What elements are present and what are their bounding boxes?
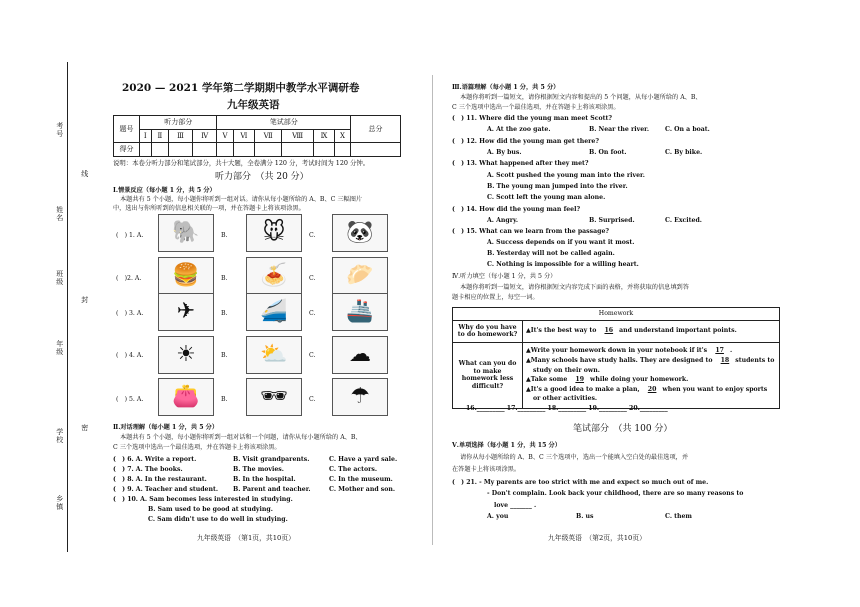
sec3-instr1: 本题你将听到一篇短文，请你根据短文内容和提出的 5 个问题，从每小题所给的 A、B、	[460, 94, 702, 101]
sec5-instr2: 在答题卡上将该项涂黑。	[452, 466, 521, 473]
q14: ( ) 14. How did the young man feel?	[452, 206, 581, 213]
q14-c: C. Excited.	[665, 217, 702, 224]
q13-b: B. The young man jumped into the river.	[487, 183, 628, 190]
sec1-instr2: 中，选出与你所听到的信息相关联的一项，并在答题卡上将该项涂黑。	[113, 205, 305, 212]
score-table-tihao: 题号	[114, 116, 140, 143]
exam-note: 说明：本卷分听力部分和笔试部分，共十大题，全卷满分 120 分，考试时间为 120 分钟。	[113, 159, 370, 167]
sec2-title: Ⅱ.对话理解（每小题 1 分，共 5 分）	[113, 424, 219, 431]
homework-a1: ▲It's the best way to 16 and understand important points.	[523, 320, 780, 342]
q13-a: A. Scott pushed the young man into the river.	[487, 172, 645, 179]
sec2-instr1: 本题共有 5 个小题，每小题你将听到一组对话和一个问题，请你从每小题所给的 A、B、	[120, 434, 362, 441]
q6-b: B. Visit grandparents.	[233, 456, 310, 463]
numeral-9: Ⅸ	[314, 130, 335, 143]
sec1-q5-num: ( ) 5. A.	[116, 396, 144, 403]
sec5-instr1: 请你从每小题所给的 A、B、C 三个选项中，选出一个能填入空白处的最佳选项，并	[460, 454, 689, 461]
numeral-5: Ⅴ	[217, 130, 233, 143]
q11: ( ) 11. Where did the young man meet Scott?	[452, 115, 613, 122]
q6-a: ( ) 6. A. Write a report.	[113, 456, 197, 463]
numeral-10: Ⅹ	[334, 130, 350, 143]
q5-sunglasses-picture: 🕶	[246, 378, 302, 416]
q15-b: B. Yesterday will not be called again.	[487, 250, 615, 257]
q9-b: B. Parent and teacher.	[233, 486, 311, 493]
sec2-instr2: C 三个选项中选出一个最佳选项，并在答题卡上将该项涂黑。	[113, 444, 281, 451]
answer-blanks: 16._________ 17._________ 18._________ 19._________ 20._________	[466, 405, 668, 412]
exam-title: 2020 — 2021 学年第二学期期中教学水平调研卷	[122, 82, 360, 94]
sec1-q3-b: B.	[221, 310, 228, 317]
score-table-total: 总分	[351, 116, 401, 143]
sec3-title: Ⅲ.语篇理解（每小题 1 分，共 5 分）	[452, 84, 560, 91]
margin-grade: 年级	[55, 340, 64, 356]
sec1-q3-num: ( ) 3. A.	[116, 310, 144, 317]
q2-hamburger-picture: 🍔	[158, 257, 214, 295]
sec1-q5-b: B.	[221, 396, 228, 403]
footer-left: 九年级英语 （第1页，共10页）	[197, 534, 295, 542]
margin-name: 姓名	[55, 206, 64, 222]
sec1-title: Ⅰ.情景反应（每小题 1 分，共 5 分）	[113, 187, 216, 194]
homework-q2: What can you do to make homework less difficult?	[453, 342, 523, 408]
q21-a: A. you	[487, 513, 509, 520]
margin-town: 乡镇	[55, 495, 64, 511]
sec1-q2-c: C.	[309, 275, 316, 282]
q21-c: C. them	[665, 513, 692, 520]
q5-umbrella-picture: ☂	[332, 378, 388, 416]
sec1-q1-c: C.	[309, 232, 316, 239]
q10-b: B. Sam used to be good at studying.	[148, 506, 273, 513]
numeral-3: Ⅲ	[169, 130, 193, 143]
q7-b: B. The movies.	[233, 466, 284, 473]
q13-c: C. Scott left the young man alone.	[487, 194, 606, 201]
sec4-instr2: 题卡相应的位置上，每空一词。	[452, 294, 539, 301]
q21-line2: - Don't complain. Look back your childhood, there are so many reasons to	[487, 490, 744, 497]
sec1-q1-b: B.	[221, 232, 228, 239]
q12-c: C. By bike.	[665, 149, 703, 156]
sec3-instr2: C 三个选项中选出一个最佳选项，并在答题卡上将该项涂黑。	[452, 104, 620, 111]
q11-b: B. Near the river.	[589, 126, 649, 133]
q12-a: A. By bus.	[487, 149, 522, 156]
homework-table-head: Homework	[453, 308, 780, 321]
q1-panda-picture: 🐼	[332, 214, 388, 252]
q21: ( ) 21. - My parents are too strict with me and expect so much out of me.	[452, 479, 709, 486]
margin-class: 班级	[55, 270, 64, 286]
sec1-q4-num: ( ) 4. A.	[116, 352, 144, 359]
numeral-7: Ⅶ	[255, 130, 282, 143]
sec1-q2-num: ( )2. A.	[116, 275, 142, 282]
sec1-instr1: 本题共有 5 个小题，每小题你将听到一组对话。请你从每小题所给的 A、B、C 三幅图片	[120, 196, 363, 203]
homework-table	[452, 307, 780, 409]
numeral-2: Ⅱ	[151, 130, 169, 143]
q12-b: B. On foot.	[589, 149, 627, 156]
sec1-q1-num: ( ) 1. A.	[116, 232, 144, 239]
footer-right: 九年级英语 （第2页，共10页）	[548, 534, 646, 542]
q3-plane-picture: ✈	[158, 293, 214, 331]
sec4-title: Ⅳ.听力填空（每小题 1 分，共 5 分）	[452, 273, 557, 280]
q10-a: ( ) 10. A. Sam becomes less interested in studying.	[113, 496, 293, 503]
score-table-listening: 听力部分	[140, 116, 217, 130]
margin-kaohao: 考号	[55, 122, 64, 138]
homework-q1: Why do you have to do homework?	[453, 320, 523, 342]
q15-c: C. Nothing is impossible for a willing heart.	[487, 261, 639, 268]
sec4-instr1: 本题你将听到一篇短文，请你根据短文内容完成下面的表格，并将获取的信息填到答	[460, 284, 689, 291]
q7-a: ( ) 7. A. The books.	[113, 466, 183, 473]
q15-a: A. Success depends on if you want it most.	[487, 239, 635, 246]
q21-b: B. us	[576, 513, 594, 520]
q1-elephant-picture: 🐘	[158, 214, 214, 252]
q8-c: C. In the museum.	[329, 476, 393, 483]
q8-a: ( ) 8. A. In the restaurant.	[113, 476, 207, 483]
q11-a: A. At the zoo gate.	[487, 126, 551, 133]
q6-c: C. Have a yard sale.	[329, 456, 398, 463]
writing-heading: 笔试部分 （共 100 分）	[573, 424, 673, 434]
q2-noodles-picture: 🍝	[246, 257, 302, 295]
q2-dumplings-picture: 🥟	[332, 257, 388, 295]
homework-a2: ▲Write your homework down in your notebook if it's 17 . ▲Many schools have study halls. They are designed to 18 students to study on their own. ▲Take some 19 while doing your homework. ▲It's a good idea to make a plan, 20 when you want to enjoy sports or other activities.	[523, 342, 780, 408]
numeral-4: Ⅳ	[192, 130, 217, 143]
q21-line3: love _______ .	[494, 502, 537, 509]
q8-b: B. In the hospital.	[233, 476, 296, 483]
q7-c: C. The actors.	[329, 466, 377, 473]
margin-school: 学校	[55, 428, 64, 444]
q3-ship-picture: 🚢	[332, 293, 388, 331]
q3-train-picture: 🚄	[246, 293, 302, 331]
q4-sunny-picture: ☀	[158, 336, 214, 374]
score-table	[113, 115, 401, 157]
numeral-8: Ⅷ	[282, 130, 314, 143]
margin-xian: 线	[80, 170, 89, 178]
q14-b: B. Surprised.	[589, 217, 635, 224]
page-divider	[432, 75, 433, 545]
numeral-1: Ⅰ	[140, 130, 152, 143]
sec1-q3-c: C.	[309, 310, 316, 317]
q5-wallet-picture: 👛	[158, 378, 214, 416]
q4-cloudy-picture: ☁	[332, 336, 388, 374]
q9-a: ( ) 9. A. Teacher and student.	[113, 486, 218, 493]
sec1-q2-b: B.	[221, 275, 228, 282]
score-table-defen: 得分	[114, 143, 140, 157]
sec1-q5-c: C.	[309, 396, 316, 403]
q1-mouse-picture: 🐭	[246, 214, 302, 252]
sec1-q4-b: B.	[221, 352, 228, 359]
q15: ( ) 15. What can we learn from the passage?	[452, 228, 610, 235]
exam-subtitle: 九年级英语	[227, 99, 280, 111]
score-table-writing: 笔试部分	[217, 116, 351, 130]
q9-c: C. Mother and son.	[329, 486, 396, 493]
margin-feng: 封	[80, 296, 89, 304]
margin-mi: 密	[80, 424, 89, 432]
q10-c: C. Sam didn't use to do well in studying.	[148, 516, 288, 523]
numeral-6: Ⅵ	[233, 130, 255, 143]
sec1-q4-c: C.	[309, 352, 316, 359]
listening-heading: 听力部分 （共 20 分）	[215, 172, 309, 182]
binding-line	[67, 62, 68, 552]
q4-partly-cloudy-picture: ⛅	[246, 336, 302, 374]
q12: ( ) 12. How did the young man get there?	[452, 138, 599, 145]
q13: ( ) 13. What happened after they met?	[452, 160, 589, 167]
q11-c: C. On a boat.	[665, 126, 710, 133]
sec5-title: Ⅴ.单项选择（每小题 1 分，共 15 分）	[452, 442, 561, 449]
q14-a: A. Angry.	[487, 217, 519, 224]
